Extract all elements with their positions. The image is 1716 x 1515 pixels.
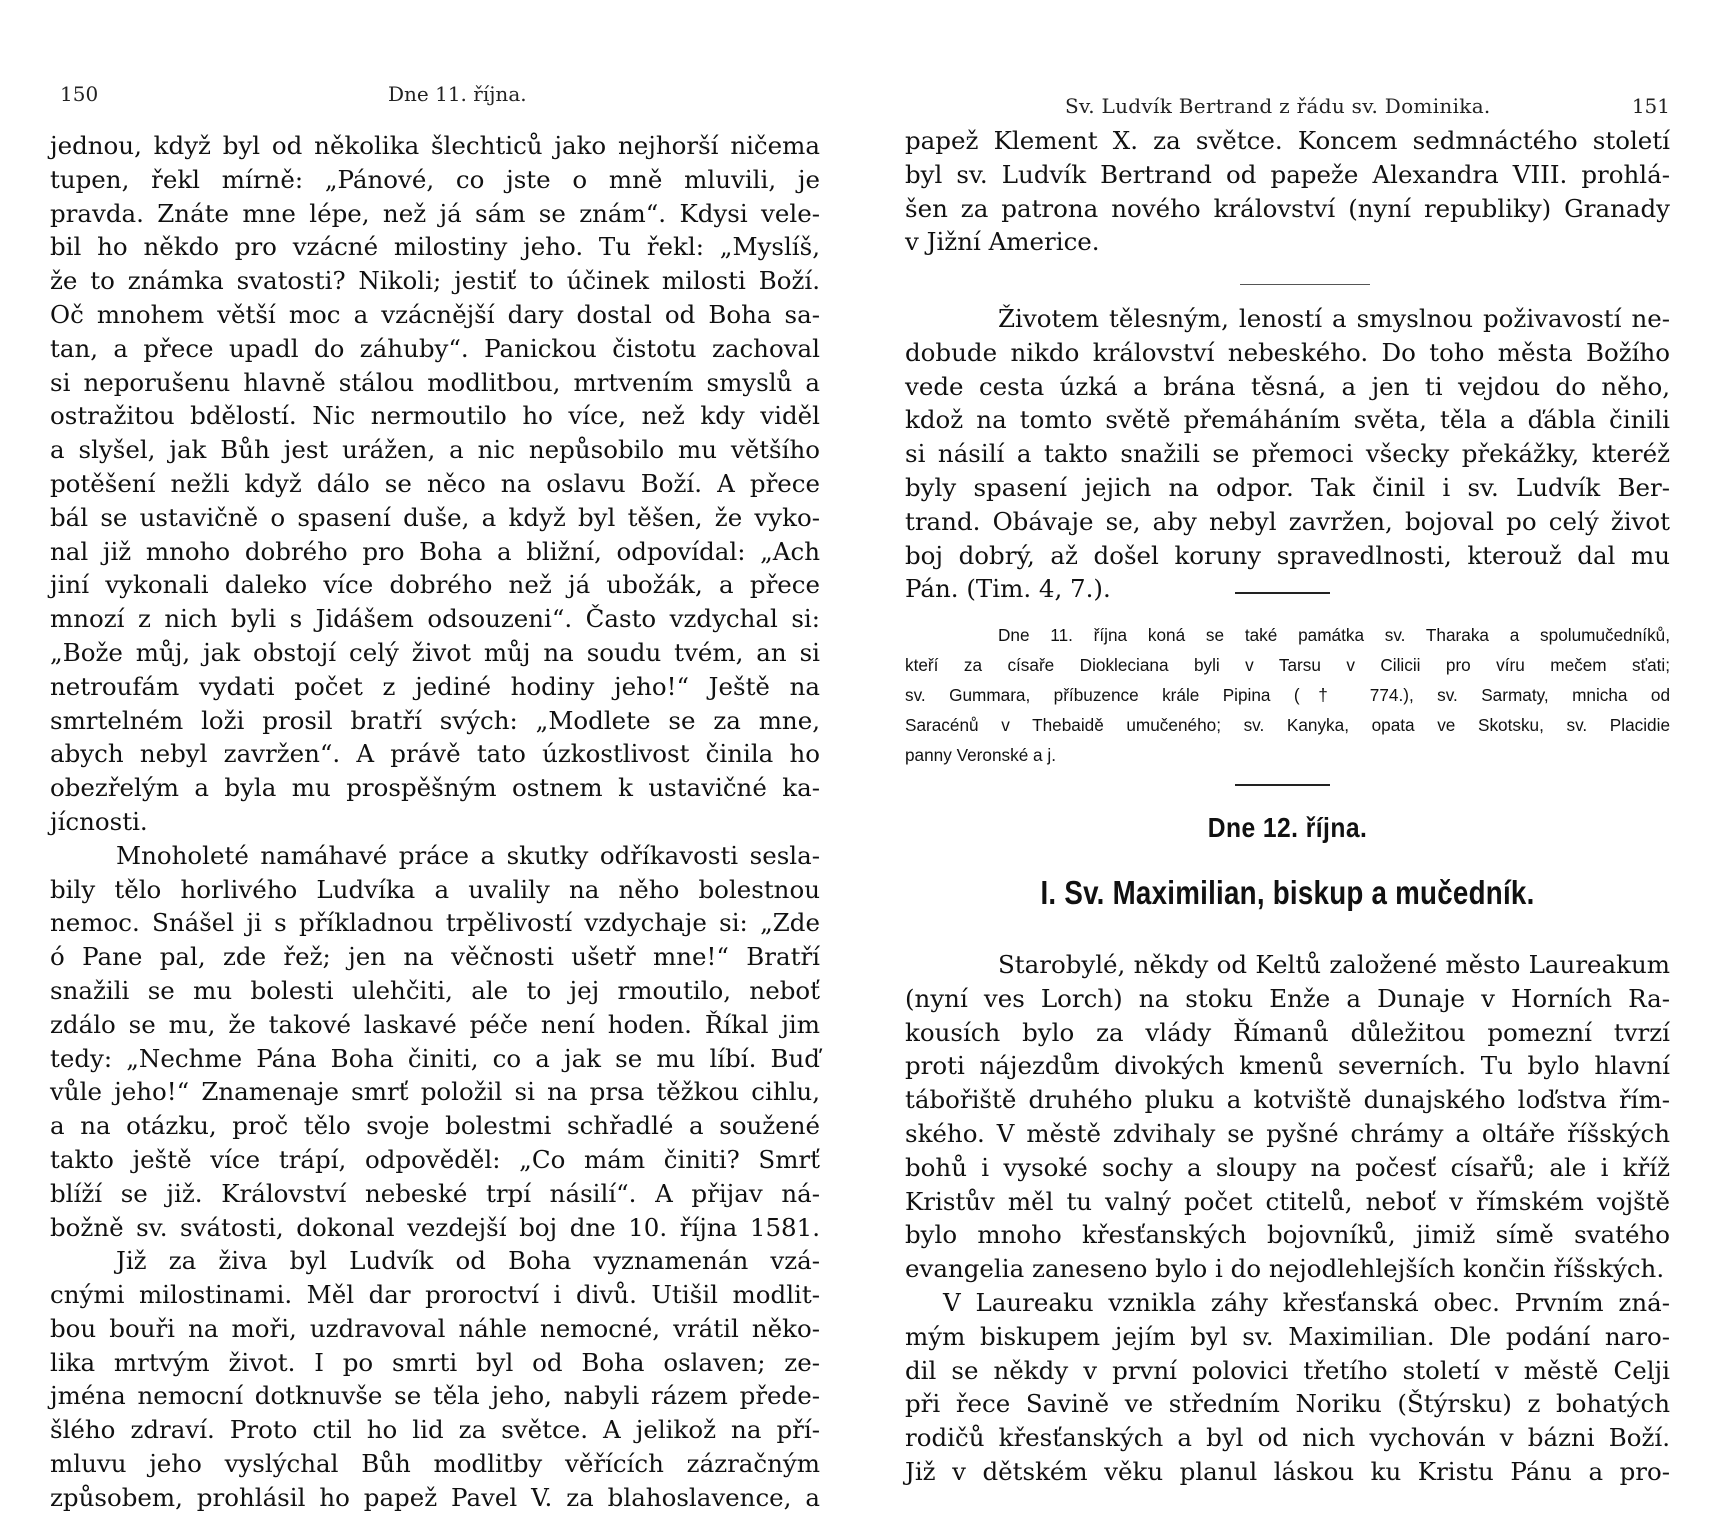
text-line: Oč mnohem větší moc a vzácnější dary dostal od Boha sa- xyxy=(50,299,820,329)
right-page xyxy=(905,0,1670,1500)
text-line: způsobem, prohlásil ho papež Pavel V. za blahoslavence, a xyxy=(50,1482,820,1512)
text-line: dobude nikdo království nebeského. Do toho města Božího xyxy=(905,337,1670,367)
text-line: bál se ustavičně o spasení duše, a když byl těšen, že vyko- xyxy=(50,502,820,532)
text-line: Životem tělesným, leností a smyslnou poživavostí ne- xyxy=(998,304,1670,333)
text-line: mluvu jeho vyslýchal Bůh modlitby věřících zázračným xyxy=(50,1449,820,1479)
text-line: tupen, řekl mírně: „Pánové, co jste o mně mluvili, je xyxy=(50,164,820,194)
text-line: tábořiště druhého pluku a kotviště dunajského loďstva řím- xyxy=(905,1085,1670,1115)
text-line: vede cesta úzká a brána těsná, a jen ti vejdou do něho, xyxy=(905,371,1670,401)
text-line: Již za živa byl Ludvík od Boha vyznamenán vzá- xyxy=(116,1246,820,1276)
text-line: a slyšel, jak Bůh jest urážen, a nic nepůsobilo mu většího xyxy=(50,435,820,465)
text-line: jednou, když byl od několika šlechticů jako nejhorší ničema xyxy=(50,131,820,160)
text-line: jiní vykonali daleko více dobrého než já ubožák, a přece xyxy=(50,570,820,600)
section-divider xyxy=(1235,592,1330,594)
text-line: vůle jeho!“ Znamenaje smrť položil si na prsa těžkou cihlu, xyxy=(50,1077,820,1107)
text-line: mnozí z nich byli s Jidášem odsouzeni“. Často vzdychal si: xyxy=(50,604,820,634)
text-line: byly spasení jejich na odpor. Tak činil i sv. Ludvík Ber- xyxy=(905,472,1670,502)
text-line: pravda. Znáte mne lépe, než já sám se znám“. Kdysi vele- xyxy=(50,198,820,228)
text-line: trand. Obávaje se, aby nebyl zavržen, bojoval po celý život xyxy=(905,506,1670,536)
text-line: nal již mnoho dobrého pro Boha a bližní, odpovídal: „Ach xyxy=(50,536,820,566)
exhortation-paragraph xyxy=(905,302,1670,606)
text-line: Kristův měl tu valný počet ctitelů, neboť v římském vojště xyxy=(905,1186,1670,1216)
text-line: jména nemocní dotknuvše se těla jeho, nabyli rázem přede- xyxy=(50,1381,820,1411)
text-line: potěšení nežli když dálo se něco na oslavu Boží. A přece xyxy=(50,468,820,498)
text-line: při řece Savině ve středním Noriku (Štýrsku) z bohatých xyxy=(905,1389,1670,1419)
saint-heading: I. Sv. Maximilian, biskup a mučedník. xyxy=(1040,874,1535,911)
right-top-paragraph xyxy=(905,124,1670,259)
text-line: ó Pane pal, zde řež; jen na věčnosti ušetř mne!“ Bratří xyxy=(50,942,820,972)
text-line: papež Klement X. za světce. Koncem sedmnáctého století xyxy=(905,126,1670,155)
left-page-number: 150 xyxy=(60,82,99,106)
text-line: šlého zdraví. Proto ctil ho lid za světce. A jelikož na pří- xyxy=(50,1415,820,1445)
text-line: božně sv. svátosti, dokonal vezdejší boj dne 10. října 1581. xyxy=(50,1212,820,1242)
text-line: tan, a přece upadl do záhuby“. Panickou čistotu zachoval xyxy=(50,333,820,363)
text-line: bily tělo horlivého Ludvíka a uvalily na něho bolestnou xyxy=(50,874,820,904)
text-line: obezřelým a byla mu prospěšným ostnem k ustavičné ka- xyxy=(50,773,820,803)
right-running-title: Sv. Ludvík Bertrand z řádu sv. Dominika. xyxy=(1065,94,1491,118)
text-line: blíží se již. Království nebeské trpí násilí“. A přijav ná- xyxy=(50,1178,820,1208)
text-line: smrtelném loži prosil bratří svých: „Modlete se za mne, xyxy=(50,705,820,735)
commemoration-note xyxy=(905,620,1670,770)
text-line: dil se někdy v první polovici třetího století v městě Celji xyxy=(905,1355,1670,1385)
note-line: kteří za císaře Diokleciana byli v Tarsu v Cilicii pro víru mečem sťati; xyxy=(905,655,1670,675)
text-line: bohů i vysoké sochy a sloupy na počesť císařů; ale i kříž xyxy=(905,1152,1670,1182)
text-line: a na otázku, proč tělo svoje bolestmi schřadlé a soužené xyxy=(50,1111,820,1141)
text-line: Starobylé, někdy od Keltů založené město Laureakum xyxy=(998,950,1670,979)
text-line: zdálo se mu, že takové laskavé péče není hoden. Říkal jim xyxy=(50,1009,820,1039)
note-line: panny Veronské a j. xyxy=(905,745,1056,765)
text-line: (nyní ves Lorch) na stoku Enže a Dunaje v Horních Ra- xyxy=(905,983,1670,1013)
text-line: si neporušenu hlavně stálou modlitbou, mrtvením smyslů a xyxy=(50,367,820,397)
section-divider xyxy=(1235,784,1330,786)
left-running-title: Dne 11. října. xyxy=(388,82,527,106)
text-line: tedy: „Nechme Pána Boha činiti, co a jak se mu líbí. Buď xyxy=(50,1043,820,1073)
text-line: boj dobrý, až došel koruny spravedlnosti, kterouž dal mu xyxy=(905,540,1670,570)
text-line: lika mrtvým život. I po smrti byl od Boha oslaven; ze- xyxy=(50,1347,820,1377)
text-line: kdož na tomto světě přemáháním světa, těla a ďábla činili xyxy=(905,405,1670,435)
text-line: V Laureaku vznikla záhy křesťanská obec. Prvním zná- xyxy=(943,1287,1670,1317)
text-line: ského. V městě zdvihaly se pyšné chrámy a oltáře říšských xyxy=(905,1118,1670,1148)
text-line: šen za patrona nového království (nyní republiky) Granady xyxy=(905,193,1670,223)
text-line: Mnoholeté namáhavé práce a skutky odříkavosti sesla- xyxy=(116,840,820,870)
text-line: nemoc. Snášel ji s příkladnou trpělivostí vzdychaje si: „Zde xyxy=(50,908,820,938)
left-page-header xyxy=(50,82,820,122)
right-page-number: 151 xyxy=(1631,94,1670,118)
maximilian-body-text xyxy=(905,948,1670,1489)
text-line: jícnosti. xyxy=(50,806,148,836)
note-line: sv. Gummara, příbuzence krále Pipina († 774.), sv. Sarmaty, mnicha od xyxy=(905,685,1670,705)
text-line: mým biskupem jejím byl sv. Maximilian. Dle podání naro- xyxy=(905,1321,1670,1351)
text-line: Již v dětském věku planul láskou ku Kristu Pánu a pro- xyxy=(905,1456,1670,1486)
text-line: bylo mnoho křesťanských bojovníků, jimiž símě svatého xyxy=(905,1220,1670,1250)
text-line: ostražitou bdělostí. Nic nermoutilo ho více, než kdy viděl xyxy=(50,401,820,431)
text-line: „Bože můj, jak obstojí celý život můj na soudu tvém, an si xyxy=(50,637,820,667)
note-line: Saracénů v Thebaidě umučeného; sv. Kanyka, opata ve Skotsku, sv. Placidie xyxy=(905,715,1670,735)
text-line: bou bouři na moři, uzdravoval náhle nemocné, vrátil něko- xyxy=(50,1313,820,1343)
section-divider xyxy=(1240,284,1370,285)
text-line: bil ho někdo pro vzácné milostiny jeho. Tu řekl: „Myslíš, xyxy=(50,232,820,262)
text-line: proti nájezdům divokých kmenů severních. Tu bylo hlavní xyxy=(905,1051,1670,1081)
day-heading: Dne 12. října. xyxy=(1207,812,1368,843)
text-line: si násilí a takto snažili se přemoci všecky překážky, kteréž xyxy=(905,439,1670,469)
text-line: v Jižní Americe. xyxy=(905,227,1100,257)
text-line: cnými milostinami. Měl dar proroctví i divů. Utišil modlit- xyxy=(50,1280,820,1310)
text-line: netroufám vydati počet z jediné hodiny jeho!“ Ještě na xyxy=(50,671,820,701)
left-body-text xyxy=(50,129,820,1515)
text-line: abych nebyl zavržen“. A právě tato úzkostlivost činila ho xyxy=(50,739,820,769)
text-line: že to známka svatosti? Nikoli; jestiť to účinek milosti Boží. xyxy=(50,266,820,296)
note-line: Dne 11. října koná se také památka sv. Tharaka a spolumučedníků, xyxy=(998,625,1670,645)
text-line: Pán. (Tim. 4, 7.). xyxy=(905,574,1111,604)
text-line: evangelia zaneseno bylo i do nejodlehlejších končin říšských. xyxy=(905,1254,1665,1284)
text-line: snažili se mu bolesti ulehčiti, ale to jej rmoutilo, neboť xyxy=(50,975,820,1005)
text-line: rodičů křesťanských a byl od nich vychován v bázni Boží. xyxy=(905,1423,1670,1453)
text-line: takto ještě více trápí, odpověděl: „Co mám činiti? Smrť xyxy=(50,1144,820,1174)
text-line: kousích bylo za vlády Římanů důležitou pomezní tvrzí xyxy=(905,1017,1670,1047)
left-page xyxy=(50,0,820,1512)
text-line: byl sv. Ludvík Bertrand od papeže Alexandra VIII. prohlá- xyxy=(905,159,1670,189)
